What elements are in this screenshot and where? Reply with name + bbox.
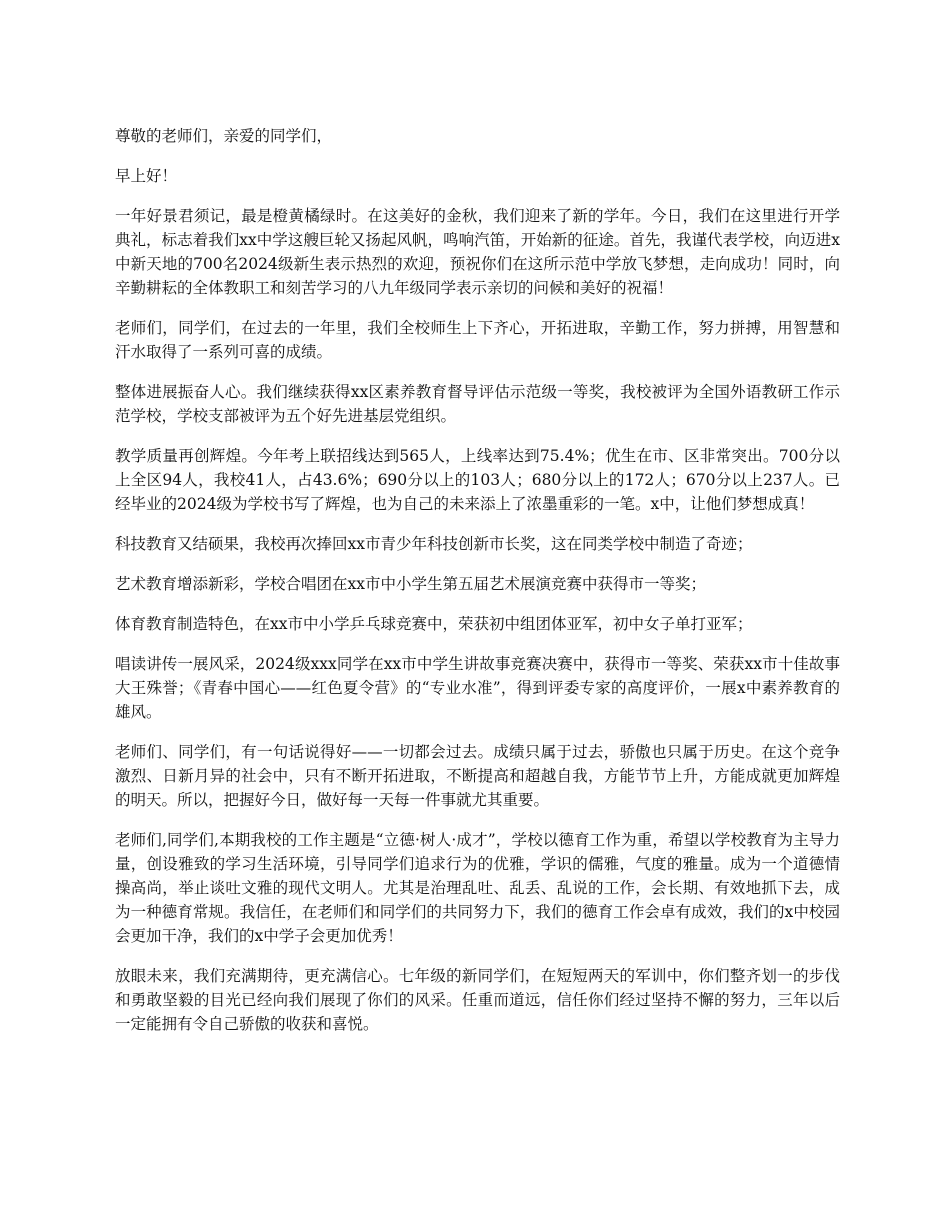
paragraph-art-education: 艺术教育增添新彩，学校合唱团在xx市中小学生第五届艺术展演竞赛中获得市一等奖；: [115, 575, 706, 593]
paragraph-past-year: 老师们，同学们，在过去的一年里，我们全校师生上下齐心，开拓进取，辛勤工作，努力拼搏，用智慧和汗水取得了一系列可喜的成绩。: [115, 319, 840, 361]
paragraph-looking-forward: 老师们、同学们，有一句话说得好——一切都会过去。成绩只属于过去，骄傲也只属于历史。在这个竞争激烈、日新月异的社会中，只有不断开拓进取，不断提高和超越自我，方能节节上升，方能成就更加辉煌的明天。所以，把握好今日，做好每一天每一件事就尤其重要。: [115, 743, 840, 809]
salutation: 尊敬的老师们，亲爱的同学们，: [115, 127, 333, 145]
greeting: 早上好！: [115, 167, 178, 185]
paragraph-work-theme: 老师们,同学们,本期我校的工作主题是“立德·树人·成才”，学校以德育工作为重，希望以学校教育为主导力量，创设雅致的学习生活环境，引导同学们追求行为的优雅，学识的儒雅，气度的雅量。成为一个道德情操高尚，举止谈吐文雅的现代文明人。尤其是治理乱吐、乱丢、乱说的工作，会长期、有效地抓下去，成为一种德育常规。我信任，在老师们和同学们的共同努力下，我们的德育工作会卓有成效，我们的x中校园会更加干净，我们的x中学子会更加优秀！: [115, 831, 840, 945]
paragraph-overall-progress: 整体进展振奋人心。我们继续获得xx区素养教育督导评估示范级一等奖，我校被评为全国外语教研工作示范学校，学校支部被评为五个好先进基层党组织。: [115, 383, 840, 425]
paragraph-future: 放眼未来，我们充满期待，更充满信心。七年级的新同学们，在短短两天的军训中，你们整齐划一的步伐和勇敢坚毅的目光已经向我们展现了你们的风采。任重而道远，信任你们经过坚持不懈的努力，三年以后一定能拥有令自己骄傲的收获和喜悦。: [115, 967, 840, 1033]
document-body: [115, 124, 840, 1052]
paragraph-teaching-quality: 教学质量再创辉煌。今年考上联招线达到565人，上线率达到75.4%；优生在市、区非常突出。700分以上全区94人，我校41人，占43.6%；690分以上的103人；680分以上的172人；670分以上237人。已经毕业的2024级为学校书写了辉煌，也为自己的未来添上了浓墨重彩的一笔。x中，让他们梦想成真！: [115, 447, 840, 513]
paragraph-storytelling: 唱读讲传一展风采，2024级xxx同学在xx市中学生讲故事竞赛决赛中，获得市一等奖、荣获xx市十佳故事大王殊誉；《青春中国心——红色夏令营》的“专业水准”，得到评委专家的高度评价，一展x中素养教育的雄风。: [115, 655, 840, 721]
paragraph-sports-education: 体育教育制造特色，在xx市中小学乒乓球竞赛中，荣获初中组团体亚军，初中女子单打亚军；: [115, 615, 753, 633]
paragraph-opening: 一年好景君须记，最是橙黄橘绿时。在这美好的金秋，我们迎来了新的学年。今日，我们在这里进行开学典礼，标志着我们xx中学这艘巨轮又扬起风帆，鸣响汽笛，开始新的征途。首先，我谨代表学校，向迈进x中新天地的700名2024级新生表示热烈的欢迎，预祝你们在这所示范中学放飞梦想，走向成功！同时，向辛勤耕耘的全体教职工和刻苦学习的八九年级同学表示亲切的问候和美好的祝福！: [115, 207, 840, 297]
paragraph-science-education: 科技教育又结硕果，我校再次捧回xx市青少年科技创新市长奖，这在同类学校中制造了奇迹；: [115, 535, 753, 553]
